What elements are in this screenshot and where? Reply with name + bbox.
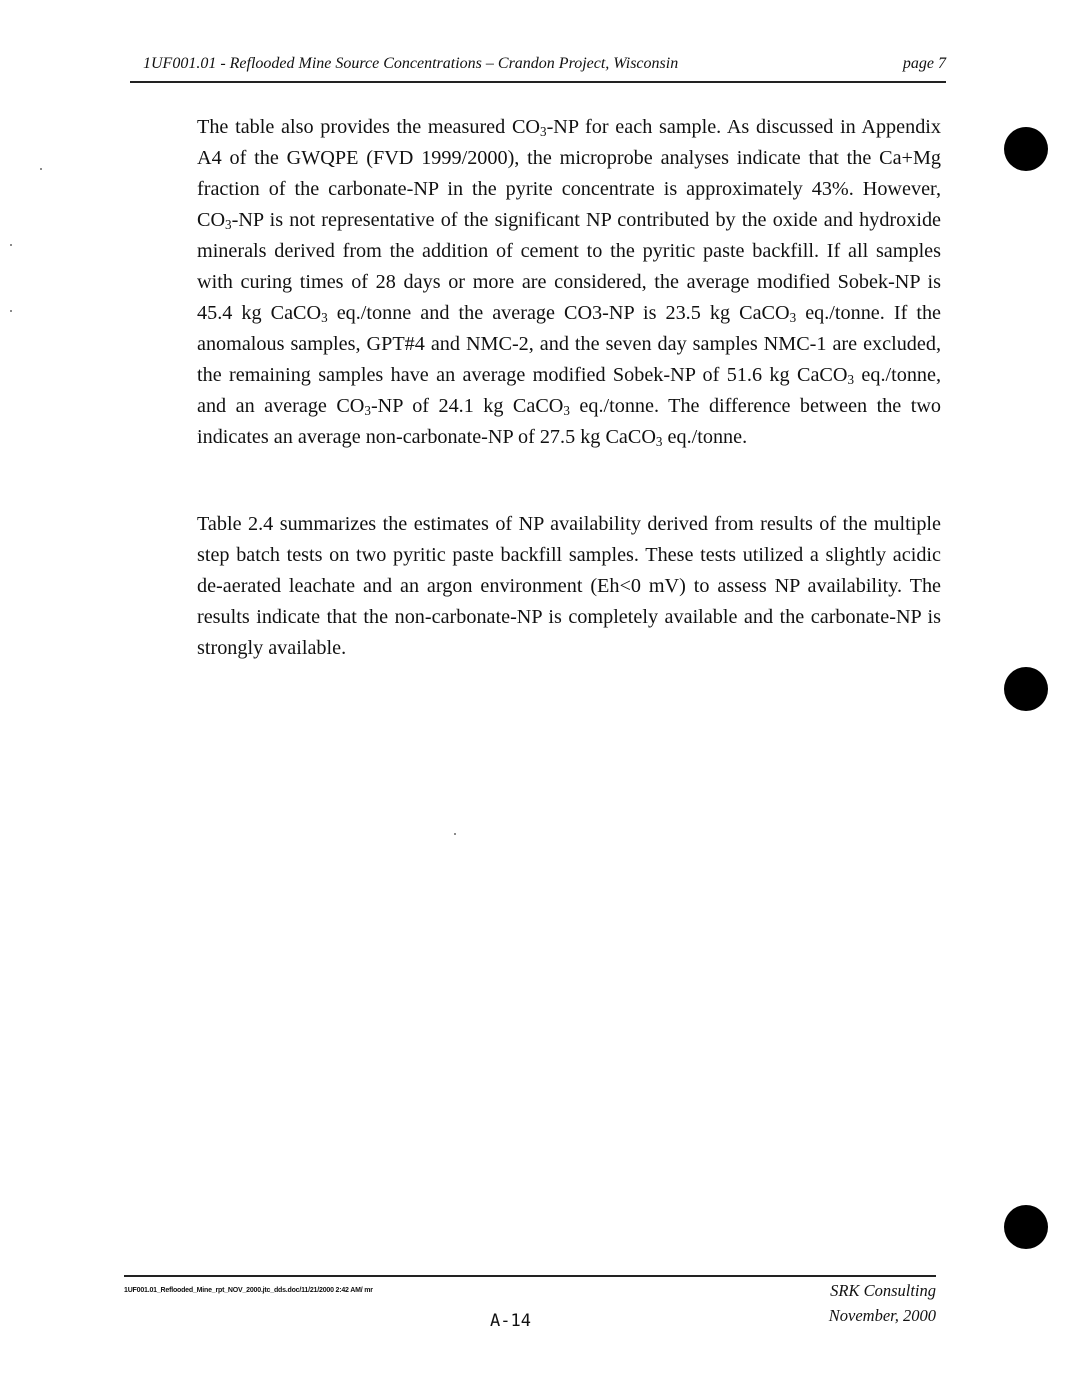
- scan-speck: [10, 310, 12, 312]
- binder-hole-middle: [1004, 667, 1048, 711]
- scan-speck: [40, 168, 42, 170]
- footer-page-number: A-14: [490, 1311, 531, 1331]
- scan-speck: [454, 833, 456, 835]
- body-paragraph-2: Table 2.4 summarizes the estimates of NP availability derived from results of the multiple step batch tests on two pyritic paste backfill samples. These tests utilized a slightly acidic de-aerated leachate and an argon environment (Eh<0 mV) to assess NP availability. The results indicate that the non-carbonate-NP is completely available and the carbonate-NP is strongly available.: [197, 513, 941, 659]
- page-header: [143, 55, 946, 73]
- footer-date: November, 2000: [828, 1306, 936, 1325]
- scan-speck: [10, 244, 12, 246]
- subscript: 3: [364, 403, 371, 418]
- binder-hole-bottom: [1004, 1205, 1048, 1249]
- footer-company-block: [829, 1278, 936, 1328]
- subscript: 3: [540, 124, 547, 139]
- subscript: 3: [563, 403, 570, 418]
- footer-company-name: SRK Consulting: [830, 1281, 936, 1300]
- footer-divider: [124, 1275, 936, 1277]
- binder-hole-top: [1004, 127, 1048, 171]
- subscript: 3: [789, 310, 797, 325]
- header-title: 1UF001.01 - Reflooded Mine Source Concentrations – Crandon Project, Wisconsin: [143, 55, 679, 72]
- subscript: 3: [225, 217, 232, 232]
- header-divider: [130, 81, 946, 83]
- subscript: 3: [655, 434, 663, 449]
- subscript: 3: [847, 372, 855, 387]
- header-page-number: page 7: [902, 55, 946, 72]
- subscript: 3: [321, 310, 328, 325]
- footer-file-reference: 1UF001.01_Reflooded_Mine_rpt_NOV_2000.jtc_dds.doc/11/21/2000 2:42 AM/ mr: [124, 1287, 373, 1294]
- body-paragraph-1: The table also provides the measured $CO_3-NP$ for each sample. As discussed in Appendix A4 of the GWQPE (FVD 1999/2000), the microprobe analyses indicate that the Ca+Mg fraction of the carbonate-NP in the pyrite concentrate is approximately 43%. However, $CO_3-NP$ is not representative of the significant NP contributed by the oxide and hydroxide minerals derived from the addition of cement to the pyritic paste backfill. If all samples with curing times of 28 days or more are considered, the average modified Sobek-NP is 45.4 kg CaCO$_3$ eq./tonne and the average CO3-NP is 23.5 kg CaCO$_3$ eq./tonne. If the anomalous samples, GPT#4 and NMC-2, and the seven day samples NMC-1 are excluded, the remaining samples have an average modified Sobek-NP of 51.6 kg CaCO$_3$ eq./tonne, and an average $CO_3-NP$ of 24.1 kg CaCO$_3$ eq./tonne. The difference between the two indicates an average non-carbonate-NP of 27.5 kg CaCO$_3$ eq./tonne.: [197, 116, 942, 449]
